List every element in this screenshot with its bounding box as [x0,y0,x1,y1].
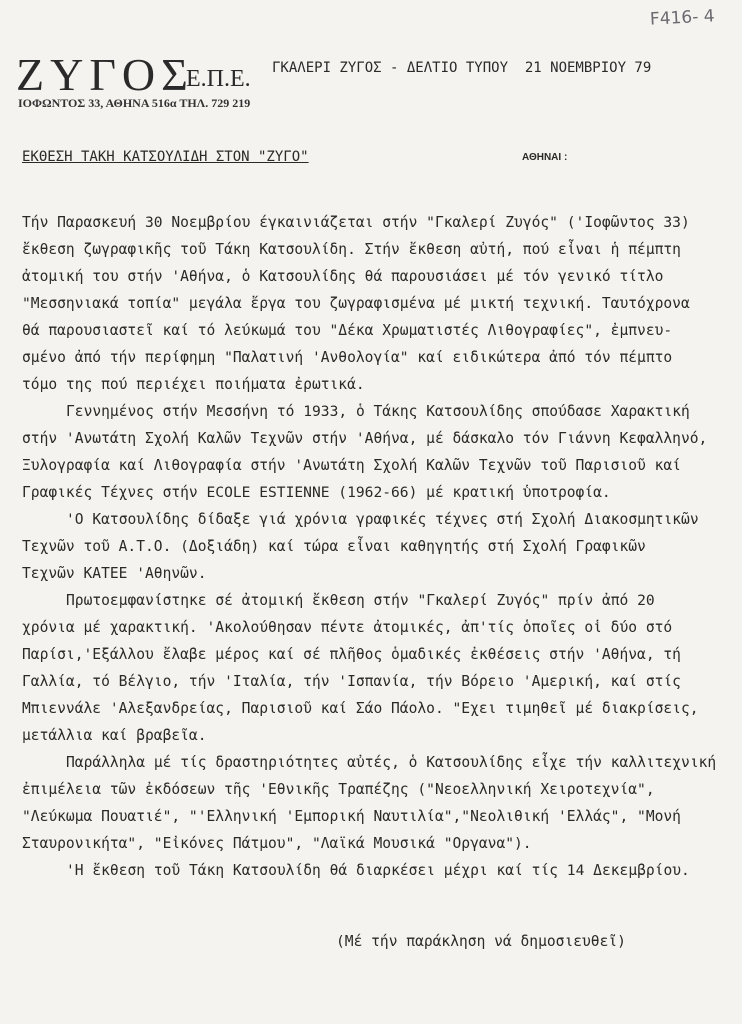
body-line: Τεχνῶν ΚΑΤΕΕ 'Αθηνῶν. [22,565,207,582]
body-line: Παράλληλα μέ τίς δραστηριότητες αὐτές, ὁ Κατσουλίδης εἶχε τήν καλλιτεχνική [66,754,717,771]
closing-note: (Μέ τήν παράκληση νά δημοσιευθεῖ) [336,933,626,950]
letterhead-address: ΙΟΦΩΝΤΟΣ 33, ΑΘΗΝΑ 516α ΤΗΛ. 729 219 [18,96,251,110]
body-line: "Μεσσηνιακά τοπία" μεγάλα ἔργα του ζωγραφισμένα μέ μικτή τεχνική. Ταυτόχρονα [22,295,690,312]
body-line: "Λεύκωμα Πουατιέ", "'Ελληνική 'Εμπορική Ναυτιλία","Νεολιθική 'Ελλάς", "Μονή [22,808,681,825]
body-line: τόμο της πού περιέχει ποιήματα ἐρωτικά. [22,376,365,393]
body-line: 'Ο Κατσουλίδης δίδαξε γιά χρόνια γραφικές τέχνες στή Σχολή Διακοσμητικῶν [66,511,699,528]
body-line: ἔκθεση ζωγραφικῆς τοῦ Τάκη Κατσουλίδη. Στήν ἔκθεση αὐτή, πού εἶναι ἡ πέμπτη [22,241,681,258]
archive-reference-note: F416- 4 [649,6,716,30]
body-line: Γαλλία, τό Βέλγιο, τήν 'Ιταλία, τήν 'Ισπανία, τήν Βόρειο 'Αμερική, καί στίς [22,673,681,690]
body-line: χρόνια μέ χαρακτική. 'Ακολούθησαν πέντε ἀτομικές, ἀπ'τίς ὁποῖες οἱ δύο στό [22,619,673,636]
letterhead-company-suffix: Ε.Π.Ε. [186,66,251,92]
body-line: Γραφικές Τέχνες στήν ECOLE ESTIENNE (1962-66) μέ κρατική ὑποτροφία. [22,484,611,501]
document-heading: ΕΚΘΕΣΗ ΤΑΚΗ ΚΑΤΣΟΥΛΙΔΗ ΣΤΟΝ "ΖΥΓΟ" [22,149,309,165]
body-line: Παρίσι,'Εξάλλου ἔλαβε μέρος καί σέ πλῆθος ὁμαδικές ἐκθέσεις στήν 'Αθήνα, τή [22,646,681,663]
letterhead-logo: ΖΥΓΟΣ [16,49,194,100]
body-line: Μπιεννάλε 'Αλεξανδρείας, Παρισιοῦ καί Σάο Πάολο. "Εχει τιμηθεῖ μέ διακρίσεις, [22,700,699,717]
body-line: ἐπιμέλεια τῶν ἐκδόσεων τῆς 'Εθνικῆς Τραπέζης ("Νεοελληνική Χειροτεχνία", [22,781,655,798]
body-line: Τεχνῶν τοῦ Α.Τ.Ο. (Δοξιάδη) καί τώρα εἶναι καθηγητής στή Σχολή Γραφικῶν [22,538,646,555]
body-line: ἀτομική του στήν 'Αθήνα, ὁ Κατσουλίδης θά παρουσιάσει μέ τόν γενικό τίτλο [22,268,664,285]
place-label: ΑΘΗΝΑΙ : [522,152,568,163]
body-line: Τήν Παρασκευή 30 Νοεμβρίου έγκαινιάζεται στήν "Γκαλερί Ζυγός" ('Ιοφῶντος 33) [22,214,690,231]
body-line: σμένο ἀπό τήν περίφημη "Παλατινή 'Ανθολογία" καί ειδικώτερα ἀπό τόν πέμπτο [22,349,673,366]
body-text [22,209,716,884]
body-line: μετάλλια καί βραβεῖα. [22,727,207,744]
body-line: Πρωτοεμφανίστηκε σέ ἀτομική ἔκθεση στήν "Γκαλερί Ζυγός" πρίν ἀπό 20 [66,592,655,609]
body-line: Σταυρονικήτα", "Εἰκόνες Πάτμου", "Λαϊκά Μουσικά "Οργανα"). [22,835,532,852]
body-line: θά παρουσιαστεῖ καί τό λεύκωμά του "Δέκα Χρωματιστές Λιθογραφίες", ἐμπνευ- [22,322,673,339]
body-line: στήν 'Ανωτάτη Σχολή Καλῶν Τεχνῶν στήν 'Αθήνα, μέ δάσκαλο τόν Γιάννη Κεφαλληνό, [22,430,708,447]
body-line: 'Η ἔκθεση τοῦ Τάκη Κατσουλίδη θά διαρκέσει μέχρι καί τίς 14 Δεκεμβρίου. [66,862,690,879]
press-release-header: ΓΚΑΛΕΡΙ ΖΥΓΟΣ - ΔΕΛΤΙΟ ΤΥΠΟΥ 21 ΝΟΕΜΒΡΙΟΥ 79 [272,60,652,76]
body-line: Ξυλογραφία καί Λιθογραφία στήν 'Ανωτάτη Σχολή Καλῶν Τεχνῶν τοῦ Παρισιοῦ καί [22,457,681,474]
body-line: Γεννημένος στήν Μεσσήνη τό 1933, ὁ Τάκης Κατσουλίδης σπούδασε Χαρακτική [66,403,690,420]
